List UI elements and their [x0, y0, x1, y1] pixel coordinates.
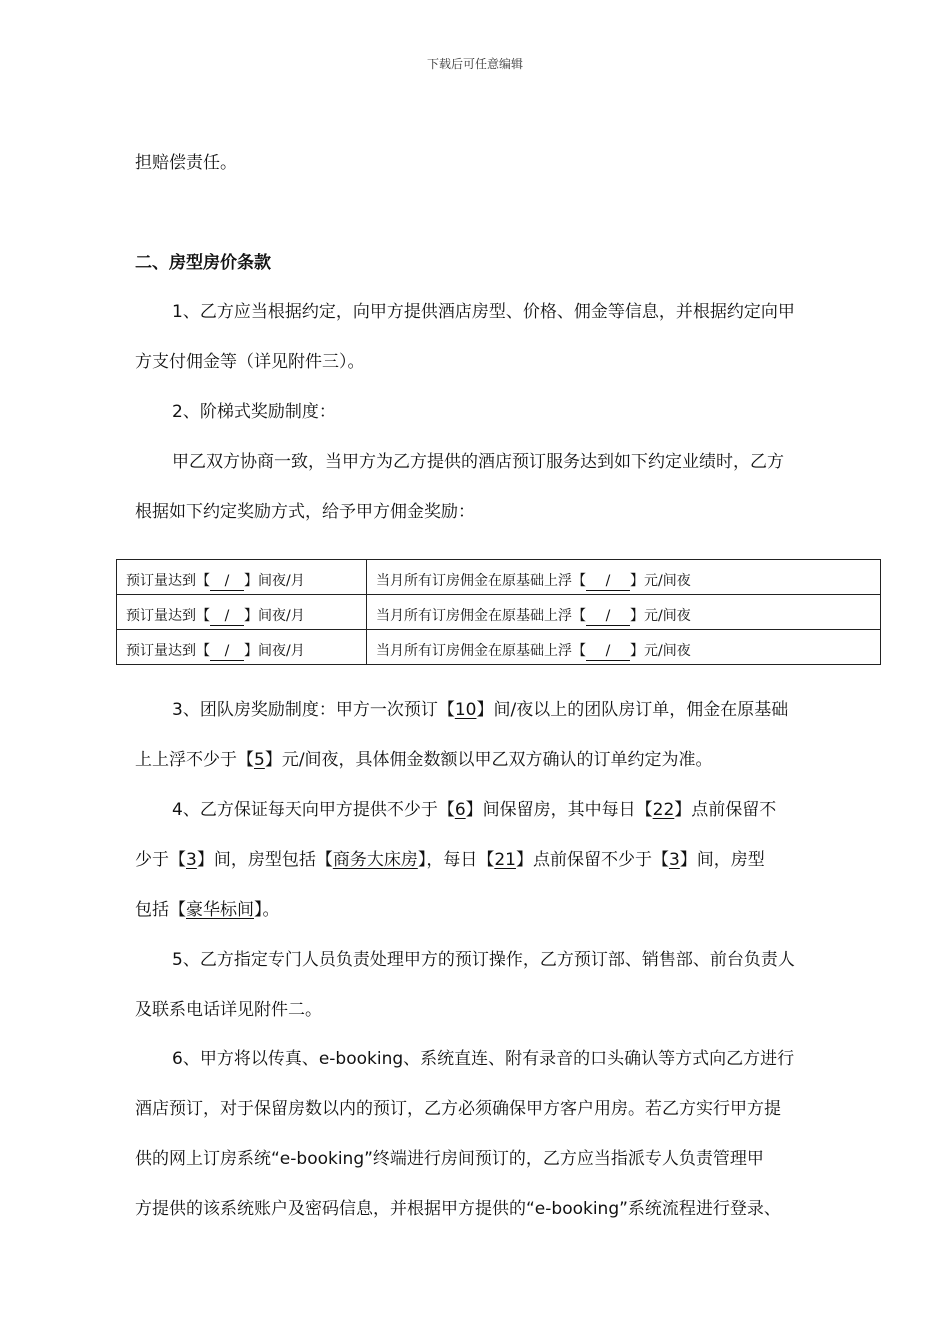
cell-text: 】元/间夜	[630, 643, 691, 659]
cell-text: 预订量达到【	[126, 608, 210, 624]
cell-text: 当月所有订房佣金在原基础上浮【	[376, 643, 586, 659]
cell-text: 当月所有订房佣金在原基础上浮【	[376, 573, 586, 589]
clause-3-line-2	[135, 748, 895, 772]
text: 】元/间夜，具体佣金数额以甲乙双方确认的订单约定为准。	[264, 750, 713, 770]
clause-4-line-2	[135, 848, 895, 872]
filled-value: 豪华标间	[186, 900, 254, 920]
volume-threshold-cell	[117, 630, 367, 665]
text: 】间保留房，其中每日【	[465, 800, 653, 820]
blank-field: /	[210, 573, 244, 591]
text: 】间，房型包括【	[196, 850, 333, 870]
filled-value: 22	[652, 800, 675, 820]
tier-reward-table	[116, 559, 881, 665]
text: 】间/夜以上的团队房订单，佣金在原基础	[476, 700, 789, 720]
commission-bonus-cell	[367, 630, 881, 665]
filled-value: 6	[454, 800, 466, 820]
filled-value: 3	[186, 850, 197, 870]
clause-6-line-2: 酒店预订，对于保留房数以内的预订，乙方必须确保甲方客户用房。若乙方实行甲方提	[135, 1099, 781, 1119]
cell-text: 】元/间夜	[630, 573, 691, 589]
text: 】点前保留不	[674, 800, 777, 820]
volume-threshold-cell	[117, 595, 367, 630]
clause-2-heading: 2、阶梯式奖励制度：	[172, 402, 336, 422]
table-row	[117, 595, 881, 630]
clause-6-line-4: 方提供的该系统账户及密码信息，并根据甲方提供的“e-booking”系统流程进行登录、	[135, 1199, 781, 1219]
cell-text: 】间夜/月	[244, 643, 305, 659]
cell-text: 当月所有订房佣金在原基础上浮【	[376, 608, 586, 624]
blank-field: /	[586, 573, 630, 591]
text: 】点前保留不少于【	[515, 850, 669, 870]
text: 】。	[254, 900, 280, 920]
cell-text: 】间夜/月	[244, 608, 305, 624]
text: 】，每日【	[417, 850, 495, 870]
clause-2-intro-line-1: 甲乙双方协商一致，当甲方为乙方提供的酒店预订服务达到如下约定业绩时，乙方	[172, 452, 784, 472]
filled-value: 商务大床房	[332, 850, 418, 870]
volume-threshold-cell	[117, 560, 367, 595]
table-row	[117, 560, 881, 595]
blank-field: /	[586, 608, 630, 626]
clause-5-line-2: 及联系电话详见附件二。	[135, 1000, 322, 1020]
commission-bonus-cell	[367, 595, 881, 630]
cell-text: 】间夜/月	[244, 573, 305, 589]
text: 少于【	[135, 850, 186, 870]
text: 上上浮不少于【	[135, 750, 254, 770]
filled-value: 10	[454, 700, 477, 720]
clause-2-intro-line-2: 根据如下约定奖励方式，给予甲方佣金奖励：	[135, 502, 475, 522]
clause-4-line-3	[135, 898, 895, 922]
text: 3、团队房奖励制度：甲方一次预订【	[172, 700, 455, 720]
section-title: 二、房型房价条款	[135, 253, 271, 273]
cell-text: 预订量达到【	[126, 643, 210, 659]
clause-3-line-1	[172, 698, 892, 722]
clause-6-line-3: 供的网上订房系统“e-booking”终端进行房间预订的，乙方应当指派专人负责管理甲	[135, 1149, 764, 1169]
commission-bonus-cell	[367, 560, 881, 595]
table-row	[117, 630, 881, 665]
clause-4-line-1	[172, 798, 892, 822]
blank-field: /	[210, 643, 244, 661]
blank-field: /	[586, 643, 630, 661]
text: 包括【	[135, 900, 186, 920]
blank-field: /	[210, 608, 244, 626]
clause-1-line-1: 1、乙方应当根据约定，向甲方提供酒店房型、价格、佣金等信息，并根据约定向甲	[172, 302, 795, 322]
cell-text: 】元/间夜	[630, 608, 691, 624]
cell-text: 预订量达到【	[126, 573, 210, 589]
clause-5-line-1: 5、乙方指定专门人员负责处理甲方的预订操作，乙方预订部、销售部、前台负责人	[172, 950, 795, 970]
page-header-note: 下载后可任意编辑	[426, 57, 523, 71]
filled-value: 3	[668, 850, 680, 870]
continuation-text: 担赔偿责任。	[135, 153, 237, 173]
text: 4、乙方保证每天向甲方提供不少于【	[172, 800, 455, 820]
clause-6-line-1: 6、甲方将以传真、e-booking、系统直连、附有录音的口头确认等方式向乙方进行	[172, 1049, 795, 1069]
filled-value: 5	[254, 750, 265, 770]
text: 】间，房型	[679, 850, 765, 870]
filled-value: 21	[494, 850, 516, 870]
clause-1-line-2: 方支付佣金等（详见附件三）。	[135, 352, 365, 372]
